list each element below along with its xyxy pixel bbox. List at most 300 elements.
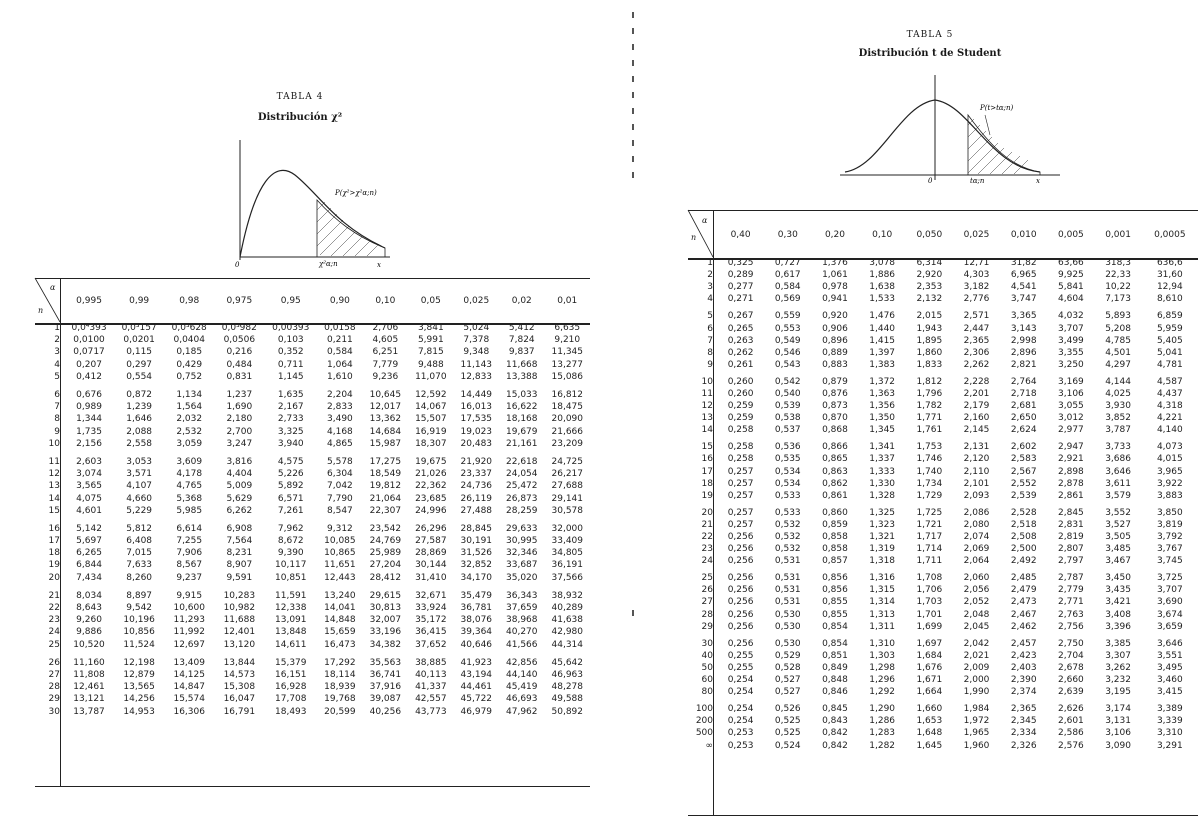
value-cell: 19,812 — [369, 481, 402, 492]
value-cell: 0,854 — [822, 638, 848, 649]
value-cell: 7,962 — [277, 523, 304, 534]
value-cell: 0,216 — [226, 347, 253, 358]
value-cell: 2,467 — [1010, 609, 1037, 620]
value-cell: 1,886 — [869, 270, 896, 281]
value-cell: 26,119 — [460, 493, 493, 504]
value-cell: 34,805 — [551, 548, 583, 559]
t-figure-axis-end: x — [1036, 177, 1040, 185]
value-cell: 13,362 — [369, 414, 402, 425]
value-cell: 3,232 — [1105, 675, 1131, 686]
value-cell: 2,167 — [277, 402, 304, 413]
value-cell: 24,054 — [506, 469, 538, 480]
value-cell: 3,385 — [1105, 638, 1131, 649]
value-cell: 3,787 — [1105, 425, 1131, 436]
value-cell: 10,22 — [1105, 282, 1131, 293]
value-cell: 5,578 — [327, 456, 353, 467]
column-header-alpha: 0,01 — [557, 296, 578, 306]
value-cell: 2,776 — [963, 294, 990, 305]
value-cell: 14,256 — [123, 694, 155, 705]
value-cell: 0,534 — [774, 466, 801, 477]
value-cell: 23,337 — [460, 469, 493, 480]
value-cell: 2,807 — [1058, 544, 1084, 555]
value-cell: 1,697 — [916, 638, 943, 649]
value-cell: 11,143 — [460, 359, 493, 370]
value-cell: 7,564 — [226, 536, 253, 547]
value-cell: 2,179 — [963, 401, 990, 412]
value-cell: 1,323 — [869, 519, 896, 530]
table-row — [35, 359, 590, 371]
degrees-of-freedom-cell: 16 — [701, 454, 713, 465]
value-cell: 42,557 — [415, 694, 447, 705]
value-cell: 2,069 — [963, 544, 990, 555]
value-cell: 14,067 — [415, 402, 447, 413]
value-cell: 1,337 — [869, 454, 896, 465]
degrees-of-freedom-cell: 30 — [48, 706, 60, 717]
value-cell: 5,629 — [226, 493, 253, 504]
t-figure-origin: 0 — [928, 177, 933, 185]
value-cell: 0,537 — [774, 425, 801, 436]
value-cell: 24,769 — [369, 536, 402, 547]
value-cell: 2,624 — [1010, 425, 1037, 436]
value-cell: 50,892 — [551, 706, 583, 717]
value-cell: 2,032 — [176, 414, 203, 425]
value-cell: 6,408 — [126, 536, 153, 547]
degrees-of-freedom-cell: 50 — [701, 662, 713, 673]
table-row — [35, 438, 590, 450]
value-cell: 3,325 — [277, 426, 304, 437]
value-cell: 20,599 — [324, 706, 356, 717]
value-cell: 3,408 — [1105, 609, 1131, 620]
degrees-of-freedom-cell: 13 — [701, 413, 713, 424]
column-header-alpha: 0,005 — [1058, 230, 1084, 240]
value-cell: 22,307 — [369, 505, 402, 516]
value-cell: 28,412 — [369, 572, 402, 583]
value-cell: 1,296 — [869, 675, 896, 686]
degrees-of-freedom-cell: 17 — [701, 466, 713, 477]
value-cell: 2,462 — [1010, 621, 1037, 632]
value-cell: 2,132 — [916, 294, 943, 305]
degrees-of-freedom-cell: 12 — [48, 469, 60, 480]
value-cell: 9,312 — [327, 523, 353, 534]
column-header-alpha: 0,025 — [463, 296, 490, 306]
value-cell: 7,255 — [176, 536, 203, 547]
value-cell: 4,865 — [327, 438, 353, 449]
table-row — [688, 715, 1198, 727]
table-row — [35, 334, 590, 346]
table-row — [35, 371, 590, 383]
value-cell: 2,353 — [916, 282, 943, 293]
chi-table-header-row — [35, 290, 590, 312]
value-cell: 3,250 — [1058, 359, 1084, 370]
value-cell: 34,170 — [460, 572, 493, 583]
value-cell: 7,824 — [508, 335, 535, 346]
table-row — [688, 531, 1198, 543]
column-header-alpha: 0,05 — [420, 296, 441, 306]
value-cell: 43,773 — [415, 706, 447, 717]
value-cell: 0,260 — [727, 376, 754, 387]
value-cell: 1,356 — [869, 401, 896, 412]
table-row — [688, 596, 1198, 608]
value-cell: 4,541 — [1010, 282, 1037, 293]
degrees-of-freedom-cell: 10 — [701, 376, 713, 387]
degrees-of-freedom-cell: 14 — [701, 425, 713, 436]
value-cell: 3,816 — [226, 456, 253, 467]
value-cell: 0,865 — [822, 454, 848, 465]
value-cell: 2,093 — [963, 490, 990, 501]
value-cell: 0,211 — [327, 335, 353, 346]
value-cell: 5,041 — [1156, 347, 1183, 358]
value-cell: 9,260 — [76, 615, 102, 626]
value-cell: 19,679 — [506, 426, 538, 437]
value-cell: 41,923 — [460, 657, 493, 668]
value-cell: 2,626 — [1058, 704, 1084, 715]
chi-figure-prob-label: P(χ²>χ²α;n) — [335, 189, 377, 197]
column-header-alpha: 0,10 — [872, 230, 893, 240]
value-cell: 40,113 — [415, 669, 447, 680]
chi-corner-n: n — [38, 306, 44, 315]
value-cell: 3,059 — [176, 438, 203, 449]
value-cell: 3,307 — [1105, 650, 1131, 661]
value-cell: 1,960 — [963, 740, 990, 751]
value-cell: 1,746 — [916, 454, 943, 465]
value-cell: 45,419 — [506, 682, 538, 693]
value-cell: 0,257 — [727, 490, 754, 501]
column-header-alpha: 0,0005 — [1154, 230, 1186, 240]
chi-table-top-rule — [35, 278, 590, 279]
value-cell: 3,852 — [1105, 413, 1131, 424]
value-cell: 13,388 — [506, 371, 538, 382]
value-cell: 31,82 — [1010, 258, 1037, 269]
value-cell: 35,479 — [460, 590, 493, 601]
value-cell: 1,734 — [916, 478, 943, 489]
degrees-of-freedom-cell: 11 — [48, 456, 60, 467]
value-cell: 3,396 — [1105, 621, 1131, 632]
table-row — [688, 281, 1198, 293]
value-cell: 13,277 — [551, 359, 583, 370]
value-cell: 0,846 — [822, 687, 848, 698]
table-row — [35, 389, 590, 401]
t-figure-axis-label: tα;n — [970, 177, 985, 185]
value-cell: 0,256 — [727, 609, 754, 620]
value-cell: 26,217 — [551, 469, 583, 480]
value-cell: 2,045 — [963, 621, 990, 632]
value-cell: 3,053 — [126, 456, 153, 467]
value-cell: 28,259 — [506, 505, 538, 516]
degrees-of-freedom-cell: 6 — [707, 323, 713, 334]
value-cell: 9,591 — [226, 572, 253, 583]
value-cell: 3,499 — [1058, 335, 1084, 346]
value-cell: 0,535 — [774, 454, 801, 465]
value-cell: 32,346 — [506, 548, 538, 559]
column-header-alpha: 0,10 — [375, 296, 396, 306]
value-cell: 3,747 — [1010, 294, 1037, 305]
value-cell: 2,681 — [1010, 401, 1037, 412]
value-cell: 0,262 — [727, 347, 754, 358]
column-header-alpha: 0,995 — [76, 296, 102, 306]
value-cell: 4,605 — [372, 335, 399, 346]
table-row — [688, 453, 1198, 465]
value-cell: 39,087 — [369, 694, 402, 705]
value-cell: 37,659 — [506, 603, 538, 614]
value-cell: 3,495 — [1156, 662, 1183, 673]
value-cell: 1,653 — [916, 716, 943, 727]
value-cell: 36,415 — [415, 627, 447, 638]
value-cell: 0,253 — [727, 740, 754, 751]
value-cell: 13,120 — [223, 639, 256, 650]
value-cell: 2,639 — [1058, 687, 1084, 698]
value-cell: 0,889 — [822, 347, 848, 358]
value-cell: 2,052 — [963, 597, 990, 608]
value-cell: 7,173 — [1105, 294, 1131, 305]
value-cell: 1,134 — [176, 390, 203, 401]
degrees-of-freedom-cell: 4 — [54, 359, 60, 370]
table-row — [688, 359, 1198, 371]
value-cell: 0,978 — [822, 282, 848, 293]
value-cell: 2,700 — [226, 426, 253, 437]
value-cell: 0,256 — [727, 621, 754, 632]
value-cell: 3,435 — [1105, 585, 1131, 596]
value-cell: 33,196 — [369, 627, 402, 638]
value-cell: 2,998 — [1010, 335, 1037, 346]
value-cell: 17,535 — [460, 414, 493, 425]
t-table-bottom-rule — [688, 815, 1198, 816]
table-row — [35, 626, 590, 638]
value-cell: 8,567 — [176, 560, 203, 571]
value-cell: 1,440 — [869, 323, 896, 334]
value-cell: 1,298 — [869, 662, 896, 673]
value-cell: 2,718 — [1010, 388, 1037, 399]
value-cell: 2,898 — [1058, 466, 1084, 477]
degrees-of-freedom-cell: 60 — [701, 675, 713, 686]
value-cell: 3,646 — [1105, 466, 1131, 477]
value-cell: 0,263 — [727, 335, 754, 346]
value-cell: 1,415 — [869, 335, 896, 346]
table-row — [688, 572, 1198, 584]
value-cell: 0,525 — [774, 728, 801, 739]
value-cell: 21,064 — [369, 493, 402, 504]
value-cell: 1,533 — [869, 294, 896, 305]
value-cell: 35,172 — [415, 615, 447, 626]
value-cell: 2,861 — [1058, 490, 1084, 501]
value-cell: 2,180 — [226, 414, 253, 425]
value-cell: 24,725 — [551, 456, 583, 467]
value-cell: 5,991 — [417, 335, 444, 346]
value-cell: 16,928 — [275, 682, 307, 693]
degrees-of-freedom-cell: 19 — [48, 560, 60, 571]
value-cell: 5,841 — [1058, 282, 1084, 293]
value-cell: 1,648 — [916, 728, 943, 739]
value-cell: 6,859 — [1156, 311, 1183, 322]
value-cell: 4,221 — [1156, 413, 1183, 424]
value-cell: 1,699 — [916, 621, 943, 632]
value-cell: 0,352 — [277, 347, 304, 358]
value-cell: 38,885 — [415, 657, 447, 668]
value-cell: 43,194 — [460, 669, 493, 680]
value-cell: 41,337 — [415, 682, 447, 693]
degrees-of-freedom-cell: 13 — [48, 481, 60, 492]
value-cell: 0,531 — [774, 585, 801, 596]
table-row — [688, 269, 1198, 281]
column-header-alpha: 0,99 — [129, 296, 150, 306]
value-cell: 12,879 — [123, 669, 155, 680]
value-cell: 2,797 — [1058, 556, 1084, 567]
table-row — [688, 686, 1198, 698]
value-cell: 3,922 — [1156, 478, 1183, 489]
value-cell: 16,812 — [551, 390, 583, 401]
value-cell: 1,684 — [916, 650, 943, 661]
value-cell: 2,080 — [963, 519, 990, 530]
value-cell: 2,021 — [963, 650, 990, 661]
chi-figure-axis-end: x — [377, 261, 381, 269]
value-cell: 18,939 — [324, 682, 356, 693]
value-cell: 0,531 — [774, 573, 801, 584]
table-row — [688, 490, 1198, 502]
degrees-of-freedom-cell: 500 — [695, 728, 713, 739]
value-cell: 1,333 — [869, 466, 896, 477]
table-row — [688, 519, 1198, 531]
value-cell: 3,078 — [869, 258, 896, 269]
value-cell: 3,169 — [1058, 376, 1084, 387]
table-row — [688, 727, 1198, 739]
value-cell: 2,365 — [1010, 704, 1037, 715]
value-cell: 0,256 — [727, 544, 754, 555]
table-row — [35, 681, 590, 693]
value-cell: 3,389 — [1156, 704, 1183, 715]
value-cell: 2,586 — [1058, 728, 1084, 739]
value-cell: 1,711 — [916, 556, 943, 567]
value-cell: 11,992 — [173, 627, 205, 638]
value-cell: 4,765 — [176, 481, 203, 492]
chi-corner-alpha: α — [50, 283, 56, 292]
value-cell: 0,843 — [822, 716, 848, 727]
column-header-alpha: 0,98 — [179, 296, 200, 306]
value-cell: 2,074 — [963, 532, 990, 543]
value-cell: 0,256 — [727, 573, 754, 584]
value-cell: 18,475 — [551, 402, 583, 413]
value-cell: 2,845 — [1058, 507, 1084, 518]
value-cell: 29,633 — [506, 523, 538, 534]
table-row — [688, 555, 1198, 567]
table-row — [35, 426, 590, 438]
value-cell: 0,254 — [727, 704, 754, 715]
degrees-of-freedom-cell: 3 — [707, 282, 713, 293]
value-cell: 0,849 — [822, 662, 848, 673]
value-cell: 0,526 — [774, 704, 801, 715]
value-cell: 0,528 — [774, 662, 801, 673]
value-cell: 42,856 — [506, 657, 538, 668]
table-row — [35, 322, 590, 334]
value-cell: 1,660 — [916, 704, 943, 715]
value-cell: 3,339 — [1156, 716, 1183, 727]
column-header-alpha: 0,20 — [824, 230, 845, 240]
degrees-of-freedom-cell: 9 — [707, 359, 713, 370]
value-cell: 1,725 — [916, 507, 943, 518]
value-cell: 2,750 — [1058, 638, 1084, 649]
value-cell: 14,573 — [223, 669, 256, 680]
chi-figure-axis-label: χ²α;n — [319, 260, 338, 268]
table-row — [35, 572, 590, 584]
value-cell: 63,66 — [1058, 258, 1084, 269]
value-cell: 11,070 — [415, 371, 447, 382]
value-cell: 0,543 — [774, 359, 801, 370]
value-cell: 4,297 — [1105, 359, 1131, 370]
value-cell: 2,733 — [277, 414, 304, 425]
value-cell: 0,569 — [774, 294, 801, 305]
value-cell: 35,563 — [369, 657, 402, 668]
value-cell: 0,260 — [727, 388, 754, 399]
value-cell: 0,257 — [727, 519, 754, 530]
value-cell: 11,160 — [73, 657, 105, 668]
value-cell: 3,490 — [327, 414, 353, 425]
table-row — [688, 674, 1198, 686]
value-cell: 5,892 — [277, 481, 304, 492]
value-cell: 1,690 — [226, 402, 253, 413]
table-row — [688, 310, 1198, 322]
degrees-of-freedom-cell: 7 — [54, 402, 60, 413]
value-cell: 1,706 — [916, 585, 943, 596]
value-cell: 38,076 — [460, 615, 493, 626]
value-cell: 22,33 — [1105, 270, 1131, 281]
value-cell: 2,042 — [963, 638, 990, 649]
degrees-of-freedom-cell: 22 — [48, 603, 60, 614]
table-row — [688, 703, 1198, 715]
value-cell: 5,812 — [126, 523, 153, 534]
value-cell: 0,254 — [727, 687, 754, 698]
value-cell: 2,920 — [916, 270, 943, 281]
value-cell: 0,115 — [126, 347, 153, 358]
value-cell: 15,987 — [369, 438, 402, 449]
value-cell: 0,271 — [727, 294, 754, 305]
value-cell: 0,484 — [226, 359, 253, 370]
value-cell: 0,530 — [774, 621, 801, 632]
value-cell: 3,745 — [1156, 556, 1183, 567]
value-cell: 0,525 — [774, 716, 801, 727]
degrees-of-freedom-cell: 7 — [707, 335, 713, 346]
table-row — [35, 590, 590, 602]
value-cell: 0,257 — [727, 466, 754, 477]
value-cell: 40,289 — [551, 603, 583, 614]
value-cell: 46,693 — [506, 694, 538, 705]
value-cell: 32,671 — [415, 590, 447, 601]
value-cell: 7,261 — [277, 505, 304, 516]
value-cell: 0,906 — [822, 323, 848, 334]
value-cell: 15,033 — [506, 390, 538, 401]
value-cell: 8,034 — [76, 590, 102, 601]
value-cell: 4,575 — [277, 456, 304, 467]
table-row — [35, 492, 590, 504]
value-cell: 17,292 — [324, 657, 356, 668]
value-cell: 3,291 — [1156, 740, 1183, 751]
value-cell: 4,781 — [1156, 359, 1183, 370]
value-cell: 1,061 — [822, 270, 848, 281]
value-cell: 0,256 — [727, 597, 754, 608]
value-cell: 2,947 — [1058, 442, 1084, 453]
value-cell: 1,676 — [916, 662, 943, 673]
value-cell: 3,725 — [1156, 573, 1183, 584]
value-cell: 3,733 — [1105, 442, 1131, 453]
value-cell: 11,345 — [551, 347, 583, 358]
value-cell: 12,198 — [123, 657, 155, 668]
degrees-of-freedom-cell: 3 — [54, 347, 60, 358]
value-cell: 2,567 — [1010, 466, 1037, 477]
value-cell: 2,457 — [1010, 638, 1037, 649]
value-cell: 0,0404 — [173, 335, 205, 346]
value-cell: 2,088 — [126, 426, 153, 437]
value-cell: 0,920 — [822, 311, 848, 322]
value-cell: 2,787 — [1058, 573, 1084, 584]
value-cell: 31,526 — [460, 548, 493, 559]
value-cell: 0,831 — [226, 371, 253, 382]
